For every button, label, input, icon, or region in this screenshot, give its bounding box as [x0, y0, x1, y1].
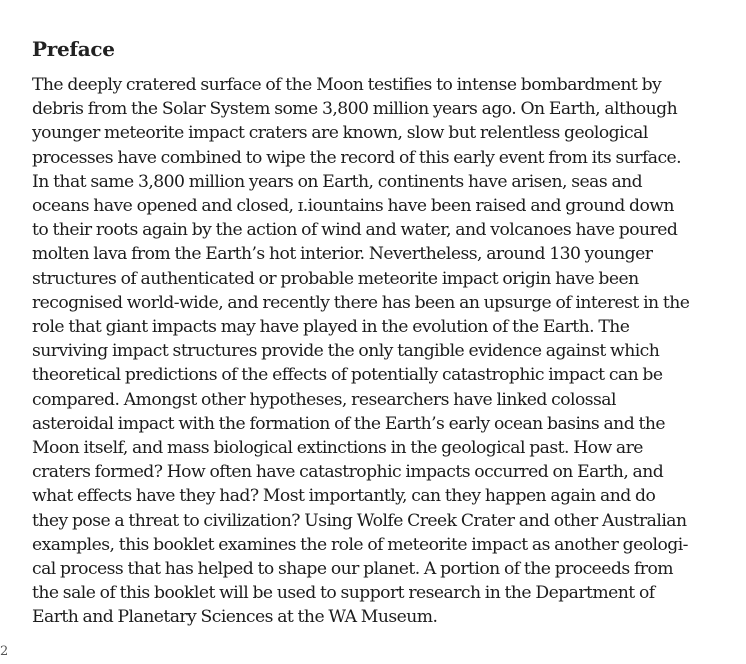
- paragraph-line: role that giant impacts may have played in the evolution of the Earth. The: [32, 317, 630, 338]
- paragraph-line: asteroidal impact with the formation of the Earth’s early ocean basins and the: [32, 413, 665, 434]
- paragraph-line: debris from the Solar System some 3,800 million years ago. On Earth, although: [32, 99, 678, 120]
- section-heading: Preface: [32, 37, 115, 61]
- paragraph-line: In that same 3,800 million years on Earth, continents have arisen, seas and: [32, 171, 643, 192]
- paragraph-line: examples, this booklet examines the role of meteorite impact as another geologi-: [32, 534, 688, 555]
- paragraph-line: processes have combined to wipe the record of this early event from its surface.: [32, 147, 682, 168]
- paragraph-line: The deeply cratered surface of the Moon testifies to intense bombardment by: [32, 75, 662, 95]
- paragraph-line: to their roots again by the action of wind and water, and volcanoes have poured: [32, 220, 678, 241]
- paragraph-line: cal process that has helped to shape our planet. A portion of the proceeds from: [32, 559, 673, 580]
- paragraph-line: compared. Amongst other hypotheses, researchers have linked colossal: [32, 389, 616, 410]
- paragraph-line: structures of authenticated or probable meteorite impact origin have been: [32, 268, 639, 289]
- paragraph-line: Earth and Planetary Sciences at the WA Museum.: [32, 607, 438, 628]
- paragraph-line: younger meteorite impact craters are known, slow but relentless geological: [32, 123, 648, 144]
- paragraph-line: oceans have opened and closed, ɪ.iountains have been raised and ground down: [32, 196, 674, 217]
- paragraph-line: recognised world-wide, and recently there has been an upsurge of interest in the: [32, 292, 690, 313]
- paragraph-line: surviving impact structures provide the only tangible evidence against which: [32, 341, 660, 362]
- paragraph-line: the sale of this booklet will be used to support research in the Department of: [32, 583, 655, 604]
- paragraph-line: theoretical predictions of the effects of potentially catastrophic impact can be: [32, 365, 663, 386]
- paragraph-line: craters formed? How often have catastrophic impacts occurred on Earth, and: [32, 462, 664, 483]
- paragraph-line: molten lava from the Earth’s hot interior. Nevertheless, around 130 younger: [32, 244, 653, 265]
- paragraph-line: they pose a threat to civilization? Using Wolfe Creek Crater and other Australian: [32, 510, 687, 531]
- preface-paragraph: [32, 73, 732, 630]
- paragraph-line: Moon itself, and mass biological extinctions in the geological past. How are: [32, 438, 643, 459]
- paragraph-line: what effects have they had? Most importantly, can they happen again and do: [32, 486, 656, 507]
- page-number: 2: [0, 644, 9, 659]
